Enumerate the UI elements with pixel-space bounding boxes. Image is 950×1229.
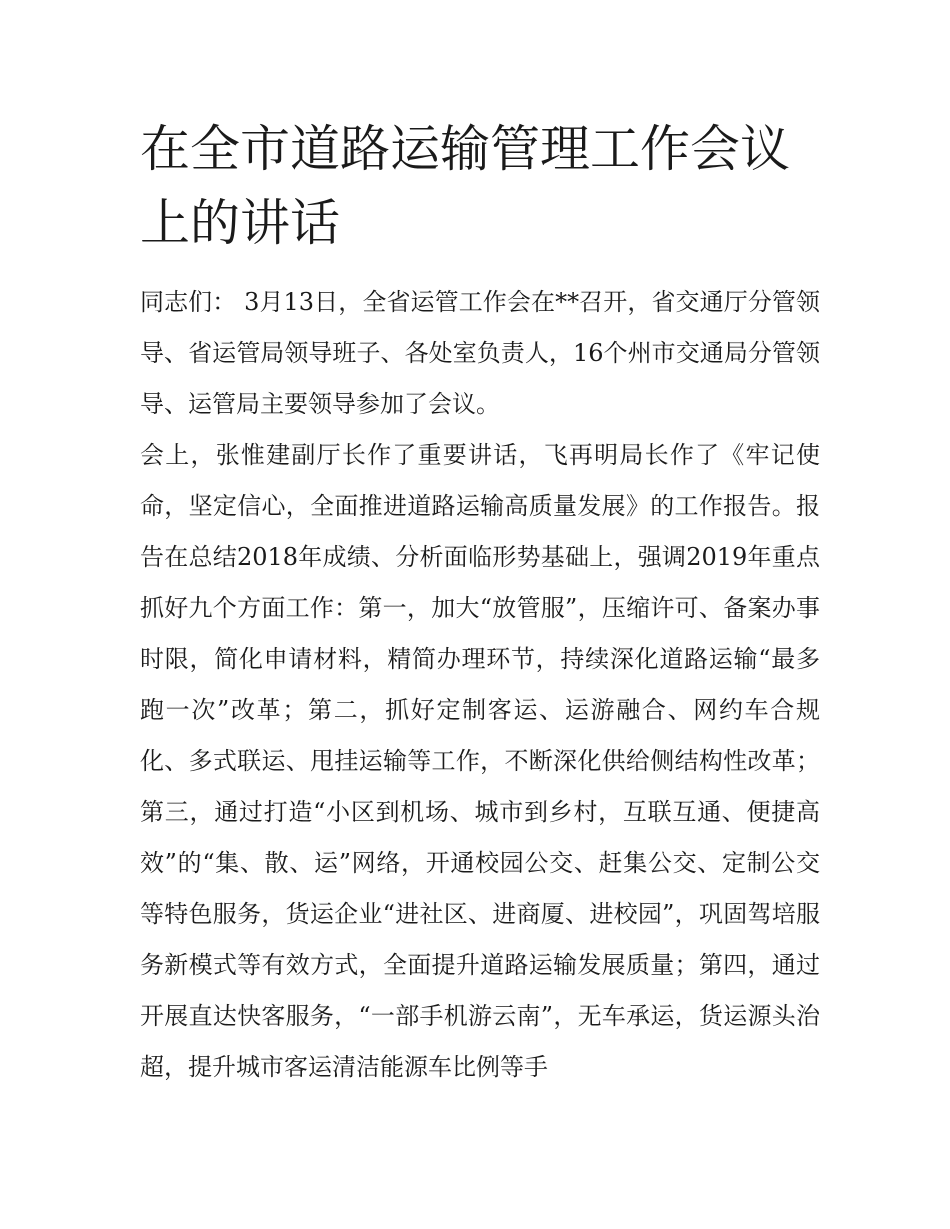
paragraph-2: 会上，张惟建副厅长作了重要讲话，飞再明局长作了《牢记使命，坚定信心，全面推进道路运输高质量发展》的工作报告。报告在总结2018年成绩、分析面临形势基础上，强调2019年重点抓好九个方面工作：第一，加大“放管服”，压缩许可、备案办事时限，简化申请材料，精简办理环节，持续深化道路运输“最多跑一次”改革；第二，抓好定制客运、运游融合、网约车合规化、多式联运、甩挂运输等工作，不断深化供给侧结构性改革；第三，通过打造“小区到机场、城市到乡村，互联互通、便捷高效”的“集、散、运”网络，开通校园公交、赶集公交、定制公交等特色服务，货运企业“进社区、进商厦、进校园”，巩固驾培服务新模式等有效方式，全面提升道路运输发展质量；第四，通过开展直达快客服务，“一部手机游云南”，无车承运，货运源头治超，提升城市客运清洁能源车比例等手 [140, 441, 820, 1081]
paragraph-1: 同志们： 3月13日，全省运管工作会在**召开，省交通厅分管领导、省运管局领导班子、各处室负责人，16个州市交通局分管领导、运管局主要领导参加了会议。 [140, 288, 820, 418]
document-title: 在全市道路运输管理工作会议上的讲话 [140, 120, 790, 252]
